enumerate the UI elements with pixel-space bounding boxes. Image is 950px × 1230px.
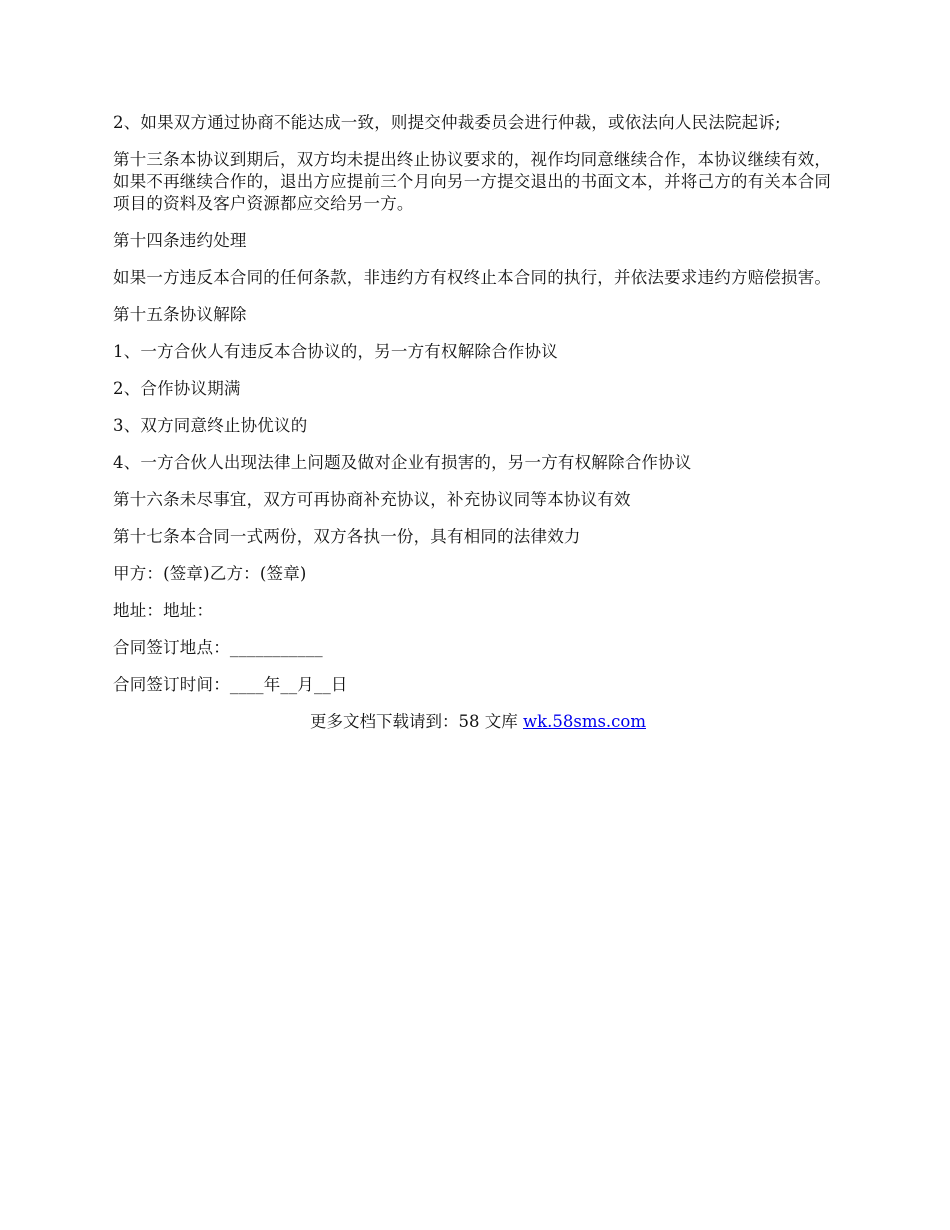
document-page — [113, 112, 843, 733]
footer-link[interactable]: wk.58sms.com — [522, 712, 646, 731]
article-17: 第十七条本合同一式两份，双方各执一份，具有相同的法律效力 — [113, 527, 581, 546]
article-15-heading: 第十五条协议解除 — [113, 305, 247, 324]
article-14-heading: 第十四条违约处理 — [113, 231, 247, 250]
address-line: 地址：地址： — [113, 601, 214, 620]
article-15-item-4: 4、一方合伙人出现法律上问题及做对企业有损害的，另一方有权解除合作协议 — [113, 453, 692, 472]
article-14-body: 如果一方违反本合同的任何条款，非违约方有权终止本合同的执行，并依法要求违约方赔偿损害。 — [113, 268, 832, 287]
clause-2-arbitration: 2、如果双方通过协商不能达成一致，则提交仲裁委员会进行仲裁，或依法向人民法院起诉; — [113, 113, 781, 132]
article-13-renewal: 第十三条本协议到期后，双方均未提出终止协议要求的，视作均同意继续合作，本协议继续有效，如果不再继续合作的，退出方应提前三个月向另一方提交退出的书面文本，并将己方的有关本合同项目的资料及客户资源都应交给另一方。 — [113, 150, 832, 213]
article-15-item-1: 1、一方合伙人有违反本合协议的，另一方有权解除合作协议 — [113, 342, 558, 361]
signature-line: 甲方：(签章)乙方：(签章) — [113, 564, 307, 583]
download-footer — [113, 711, 843, 733]
signing-place-line: 合同签订地点：___________ — [113, 638, 323, 657]
article-16: 第十六条未尽事宜，双方可再协商补充协议，补充协议同等本协议有效 — [113, 490, 631, 509]
footer-prefix: 更多文档下载请到：58 文库 — [309, 712, 523, 731]
article-15-item-2: 2、合作协议期满 — [113, 379, 241, 398]
article-15-item-3: 3、双方同意终止协优议的 — [113, 416, 308, 435]
signing-date-line: 合同签订时间：____年__月__日 — [113, 675, 348, 694]
